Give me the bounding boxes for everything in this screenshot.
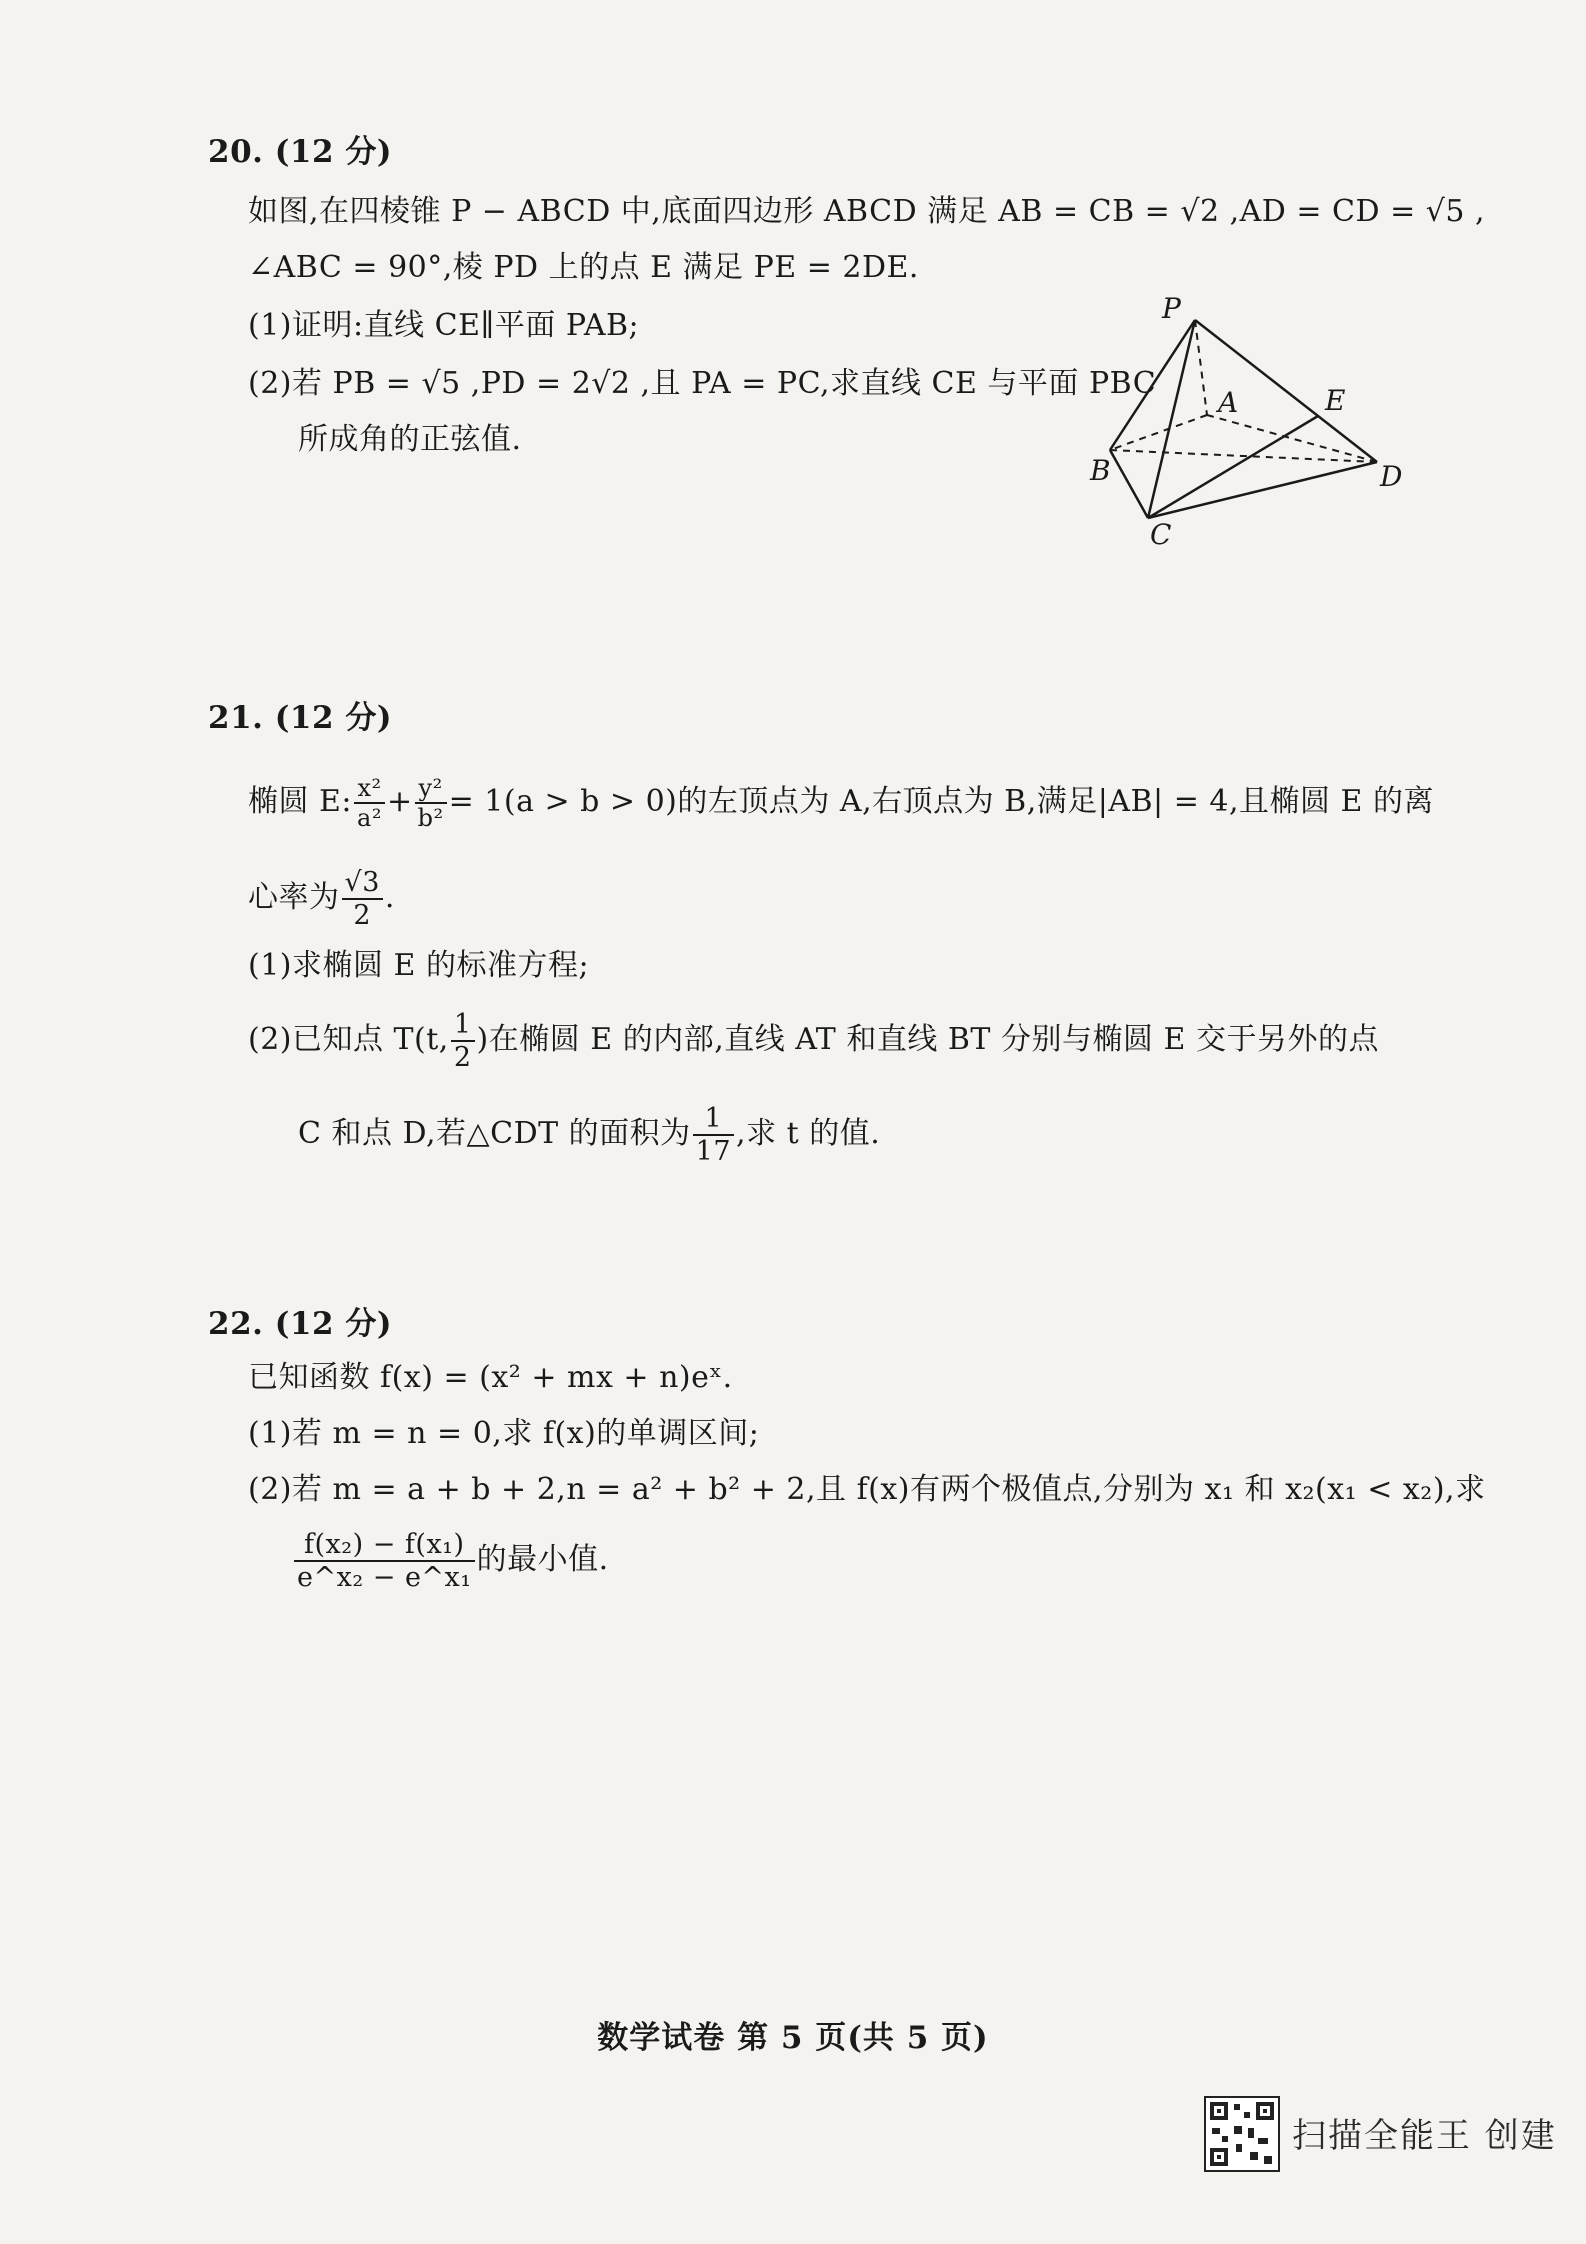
page-footer: 数学试卷 第 5 页(共 5 页) (597, 2020, 989, 2056)
q22-part-2: (2)若 m = a + b + 2,n = a² + b² + 2,且 f(x)有两个极值点,分别为 x₁ 和 x₂(x₁ < x₂),求 (248, 1472, 1486, 1507)
q21-line-2: 心率为 $\frac{√3}{2}$ . (248, 867, 395, 931)
edge-CD (1148, 462, 1377, 518)
q21-line-1: 椭圆 E: $\frac{\text{x²}}{\text{a²}}$ + $\frac{\text{y²}}{\text{b²}}$ = 1(a > b > 0)的左顶点为 A,右顶点为 B,满足|AB| = 4,且椭圆 E 的离 (248, 774, 1434, 832)
q22-part-2-cont: $\frac{\text{f(x₂) − f(x₁)}}{\text{e\textasciicircum{}x₂ − e\textasciicircum{}x₁}}$ 的最小值. (292, 1530, 609, 1591)
edge-BC (1110, 450, 1148, 518)
label-D: D (1380, 460, 1403, 493)
qr-code-icon (1204, 2096, 1280, 2172)
label-C: C (1150, 518, 1172, 550)
edge-PB (1110, 320, 1195, 450)
pyramid-figure (1080, 290, 1440, 550)
q22-heading: 22. (12 分) (208, 1306, 392, 1342)
scanner-watermark: 扫描全能王 创建 (1292, 2116, 1557, 2156)
q22-line-1: 已知函数 f(x) = (x² + mx + n)eˣ. (248, 1360, 733, 1395)
edge-AB (1110, 415, 1207, 450)
q20-part-1: (1)证明:直线 CE∥平面 PAB; (248, 308, 640, 343)
q20-heading: 20. (12 分) (208, 134, 392, 170)
edge-PA (1195, 320, 1207, 415)
edge-CE (1148, 416, 1318, 518)
label-E: E (1325, 384, 1346, 417)
q21-part-1: (1)求椭圆 E 的标准方程; (248, 948, 590, 983)
q20-part-2-cont: 所成角的正弦值. (298, 422, 522, 457)
q20-line-1: 如图,在四棱锥 P − ABCD 中,底面四边形 ABCD 满足 AB = CB = √2 ,AD = CD = √5 , (248, 194, 1486, 229)
q22-part-1: (1)若 m = n = 0,求 f(x)的单调区间; (248, 1416, 760, 1451)
q20-line-2: ∠ABC = 90°,棱 PD 上的点 E 满足 PE = 2DE. (248, 250, 919, 285)
label-A: A (1218, 386, 1239, 419)
q21-heading: 21. (12 分) (208, 700, 392, 736)
q21-part-2-cont: C 和点 D,若△CDT 的面积为 $\frac{1}{17}$ ,求 t 的值. (298, 1103, 881, 1167)
edge-PC (1148, 320, 1195, 518)
label-B: B (1090, 454, 1111, 487)
q21-part-2: (2)已知点 T(t, $\frac{1}{2}$ )在椭圆 E 的内部,直线 AT 和直线 BT 分别与椭圆 E 交于另外的点 (248, 1009, 1379, 1073)
label-P: P (1162, 292, 1181, 325)
q20-part-2: (2)若 PB = √5 ,PD = 2√2 ,且 PA = PC,求直线 CE 与平面 PBC (248, 366, 1157, 401)
